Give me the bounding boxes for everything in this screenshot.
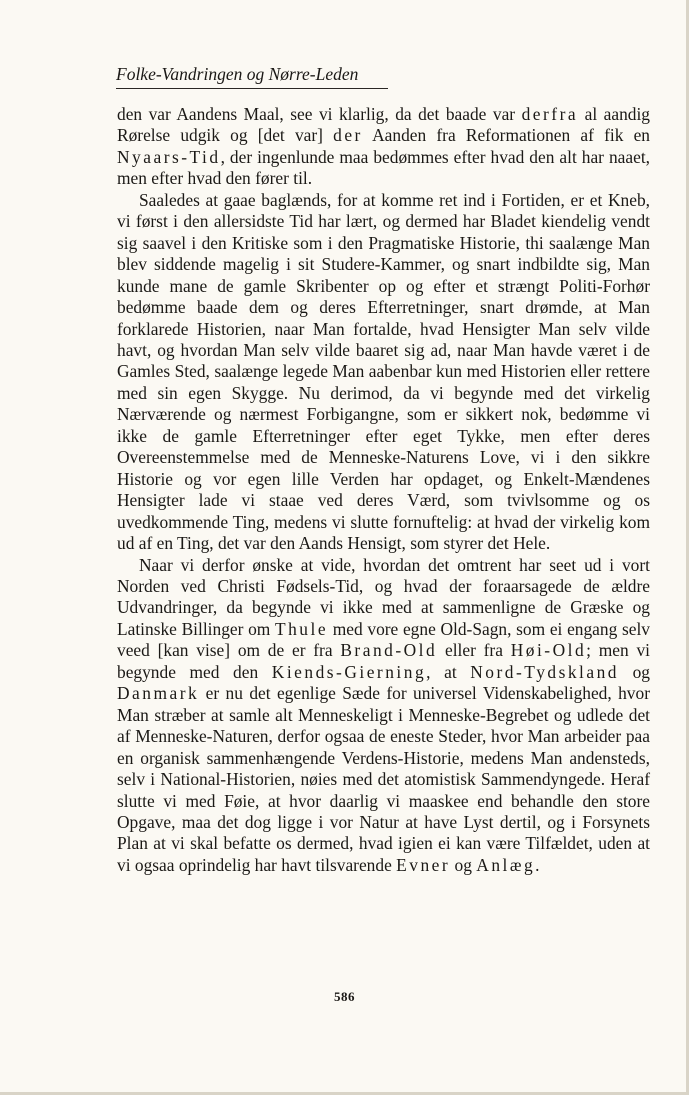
- text-run: Saaledes at gaae baglænds, for at komme ret ind i Fortiden, er et Kneb, vi først i den allersidste Tid har lært, og dermed har Bladet kiendelig vendt sig saavel i den Kritiske som i den Pragmatiske Historie, thi saalænge Man blev siddende magelig i sit Studere-Kammer, og snart indbildte sig, Man kunde mane de gamle Skribenter op og efter et strængt Politi-Forhør bedømme baade dem og deres Efterretninger, snart drømde, at Man forklarede Historien, naar Man fortalde, hvad Hensigter Man selv vilde havt, og hvordan Man selv vilde baaret sig ad, naar Man havde været i de Gamles Sted, saalænge legede Man aabenbar kun med Historien eller rettere med sin egen Skygge. Nu derimod, da vi begynde med det virkelig Nærværende og nærmest Forbigangne, som er sikkert nok, bedømme vi ikke de gamle Efterretninger efter eget Tykke, men efter deres Overeenstemmelse med de Menneske-Naturens Love, vi i den sikkre Historie og vor egen lille Verden har opdaget, og Enkelt-Mændenes Hensigter lade vi staae ved deres Værd, som tvivlsomme og os uvedkommende Ting, medens vi slutte fornuftelig: at hvad der virkelig kom ud af en Ting, det var den Aands Hensigt, som styrer det Hele.: [117, 189, 650, 554]
- emphasized-text: Høi-Old: [510, 640, 587, 661]
- emphasized-text: Brand-Old: [340, 640, 438, 661]
- page-number: 586: [334, 989, 355, 1004]
- text-run: med vore egne Old-Sagn, som ei engang selv veed [kan vise] om de er fra: [117, 618, 650, 661]
- text-run: og: [619, 661, 650, 682]
- text-run: .: [535, 854, 540, 875]
- text-run: er nu det egenlige Sæde for universel Videnskabelighed, hvor Man stræber at samle alt Menneskeligt i Menneske-Begrebet og udlede det af Menneske-Naturen, derfor ogsaa de eneste Steder, hvor Man arbeider paa en organisk sammenhængende Verdens-Historie, medens Man andensteds, selv i National-Historien, nøies med det atomistisk Sammendyngede. Heraf slutte vi med Føie, at hvor daarlig vi maaskee end behandle den store Opgave, maa det dog ligge i vor Natur at have Lyst dertil, og i Forsynets Plan at vi skal befatte os dermed, hvad igien ei kan være Tilfældet, uden at vi ogsaa oprindelig har havt tilsvarende: [117, 683, 650, 875]
- emphasized-text: der: [333, 125, 363, 146]
- emphasized-text: derfra: [521, 104, 579, 124]
- text-run: den var Aandens Maal, see vi klarlig, da det baade var: [117, 104, 522, 124]
- text-run: , at: [426, 661, 471, 682]
- body-text: [117, 104, 650, 876]
- running-head: Folke-Vandringen og Nørre-Leden: [116, 64, 359, 84]
- emphasized-text: Thule: [274, 618, 329, 639]
- text-run: Naar vi derfor ønske at vide, hvordan det omtrent har seet ud i vort Norden ved Christi Fødsels-Tid, og hvad der foraarsagede de ældre Udvandringer, da begynde vi ikke med at sammenligne de Græske og Latinske Billinger om: [117, 554, 650, 639]
- text-run: og: [450, 854, 477, 875]
- paragraph: [117, 555, 650, 877]
- emphasized-text: Evner: [396, 854, 451, 875]
- text-run: al aandig Rørelse udgik og [det var]: [117, 104, 650, 146]
- emphasized-text: Kiends-Gierning: [271, 661, 427, 682]
- emphasized-text: Danmark: [117, 683, 200, 704]
- paragraph: [117, 190, 650, 555]
- header-rule: [116, 88, 388, 89]
- paragraph: [117, 104, 650, 190]
- emphasized-text: Nyaars-Tid: [117, 146, 221, 167]
- text-run: eller fra: [437, 640, 511, 661]
- text-run: , der ingenlunde maa bedømmes efter hvad den alt har naaet, men efter hvad den fører til.: [117, 146, 650, 189]
- text-run: ; men vi begynde med den: [117, 640, 650, 682]
- text-run: Aanden fra Reformationen af fik en: [362, 125, 651, 146]
- emphasized-text: Nord-Tydskland: [470, 661, 619, 682]
- emphasized-text: Anlæg: [476, 854, 536, 875]
